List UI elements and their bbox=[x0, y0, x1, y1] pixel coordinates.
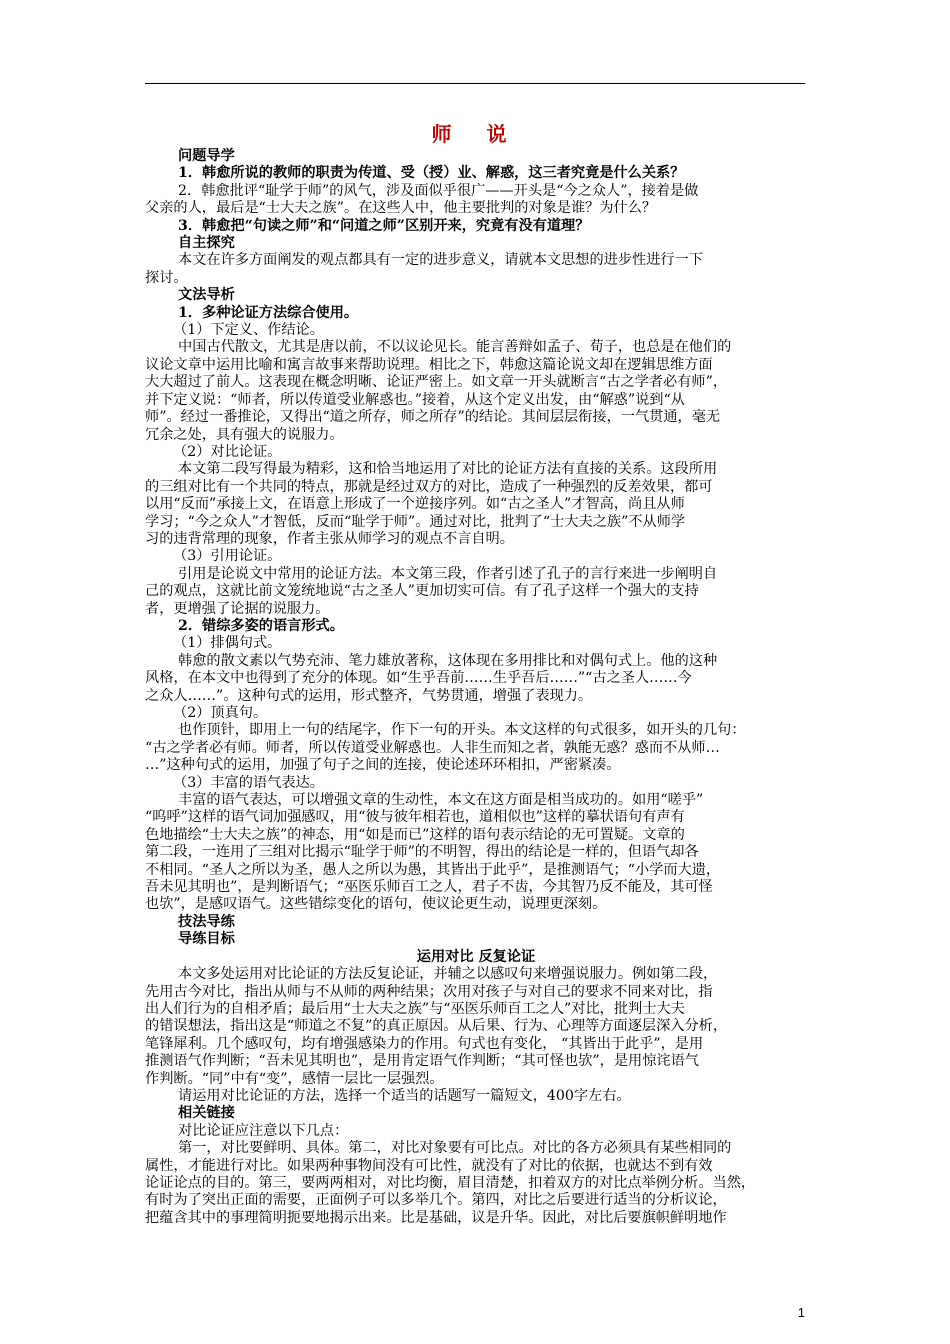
text-line: 也作顶针，即用上一句的结尾字，作下一句的开头。本文这样的句式很多，如开头的几句： bbox=[178, 722, 746, 739]
text-line: “古之学者必有师。师者，所以传道受业解惑也。人非生而知之者，孰能无惑？惑而不从师… bbox=[145, 739, 720, 756]
text-line: 出人们行为的自相矛盾；最后用“士大夫之族”与“巫医乐师百工之人”对比，批判士大夫 bbox=[145, 1000, 685, 1017]
text-line: 之众人……”。这种句式的运用，形式整齐，气势贯通，增强了表现力。 bbox=[145, 687, 593, 704]
header-rule bbox=[145, 83, 805, 84]
text-line: 探讨。 bbox=[145, 269, 188, 286]
text-line: 己的观点，这就比前文笼统地说“古之圣人”更加切实可信。有了孔子这样一个强大的支持 bbox=[145, 583, 699, 600]
text-line: 第二段，一连用了三组对比揭示“耻学于师”的不明智，得出的结论是一样的，但语气却各 bbox=[145, 844, 699, 861]
text-line: 作判断。“同”中有“变”，感情一层比一层强烈。 bbox=[145, 1070, 444, 1087]
text-line: 不相同。“圣人之所以为圣，愚人之所以为愚，其皆出于此乎”，是推测语气；“小学而大遗， bbox=[145, 861, 721, 878]
text-line: （3）引用论证。 bbox=[173, 548, 282, 565]
text-line: 的错误想法，指出这是“师道之不复”的真正原因。从后果、行为、心理等方面逐层深入分析， bbox=[145, 1018, 728, 1035]
text-line: 1．多种论证方法综合使用。 bbox=[178, 304, 359, 321]
text-line: 把蕴含其中的事理简明扼要地揭示出来。比是基础，议是升华。因此，对比后要旗帜鲜明地作 bbox=[145, 1209, 727, 1226]
text-line: 议论文章中运用比喻和寓言故事来帮助说理。相比之下，韩愈这篇论说文却在逻辑思维方面 bbox=[145, 356, 713, 373]
text-line: 2．错综多姿的语言形式。 bbox=[178, 617, 344, 634]
text-line: 第一，对比要鲜明、具体。第二，对比对象要有可比点。对比的各方必须具有某些相同的 bbox=[178, 1140, 732, 1157]
text-line: 运用对比 反复论证 bbox=[416, 948, 536, 965]
text-line: 有时为了突出正面的需要，正面例子可以多举几个。第四，对比之后要进行适当的分析议论， bbox=[145, 1192, 727, 1209]
document-body bbox=[145, 120, 807, 1227]
page-title: 师 说 bbox=[431, 122, 521, 146]
text-line: 中国古代散文，尤其是唐以前，不以议论见长。能言善辩如孟子、荀子，也总是在他们的 bbox=[178, 339, 732, 356]
text-line: 2．韩愈批评“耻学于师”的风气，涉及面似乎很广——开头是“今之众人”，接着是做 bbox=[178, 182, 699, 199]
page-number: 1 bbox=[797, 1305, 805, 1320]
text-line: 文法导析 bbox=[178, 287, 235, 304]
text-line: 先用古今对比，指出从师与不从师的两种结果；次用对孩子与对自己的要求不同来对比，指 bbox=[145, 983, 713, 1000]
text-line: 冗余之处，具有强大的说服力。 bbox=[145, 426, 344, 443]
text-line: 并下定义说：“师者，所以传道受业解惑也。”接着，从这个定义出发，由“解惑”说到“从 bbox=[145, 391, 685, 408]
text-line: 本文多处运用对比论证的方法反复论证，并辅之以感叹句来增强说服力。例如第二段， bbox=[178, 966, 718, 983]
text-line: 推测语气作判断；“吾未见其明也”，是用肯定语气作判断；“其可怪也欤”，是用惊诧语气 bbox=[145, 1053, 699, 1070]
text-line: （3）丰富的语气表达。 bbox=[173, 774, 324, 791]
text-line: 吾未见其明也”，是判断语气；“巫医乐师百工之人，君子不齿，今其智乃反不能及，其可怪 bbox=[145, 879, 713, 896]
text-line: 也欤”，是感叹语气。这些错综变化的语句，使议论更生动，说理更深刻。 bbox=[145, 896, 607, 913]
text-line: 笔锋犀利。几个感叹句，均有增强感染力的作用。句式也有变化， “其皆出于此乎”，是用 bbox=[145, 1035, 704, 1052]
text-line: 丰富的语气表达，可以增强文章的生动性，本文在这方面是相当成功的。如用“嗟乎” bbox=[178, 792, 704, 809]
text-line: 者，更增强了论据的说服力。 bbox=[145, 600, 330, 617]
text-line: 3．韩愈把“句读之师”和“问道之师”区别开来，究竟有没有道理？ bbox=[178, 217, 590, 234]
text-line: 论证论点的目的。第三，要两两相对，对比均衡，眉目清楚，扣着双方的对比点举例分析。当然， bbox=[145, 1174, 756, 1191]
text-line: 学习；“今之众人”才智低，反而“耻学于师”。通过对比，批判了“士大夫之族”不从师学 bbox=[145, 513, 686, 530]
text-line: 色地描绘“士大夫之族”的神态，用“如是而已”这样的语句表示结论的无可置疑。文章的 bbox=[145, 826, 685, 843]
text-line: 习的违背常理的现象，作者主张从师学习的观点不言自明。 bbox=[145, 530, 514, 547]
text-line: 自主探究 bbox=[178, 235, 235, 252]
text-line: …”这种句式的运用，加强了句子之间的连接，使论述环环相扣，严密紧凑。 bbox=[145, 757, 621, 774]
text-line: （1）排偶句式。 bbox=[173, 635, 282, 652]
text-line: 本文在许多方面阐发的观点都具有一定的进步意义，请就本文思想的进步性进行一下 bbox=[178, 252, 703, 269]
text-line: 1．韩愈所说的教师的职责为传道、受（授）业、解惑，这三者究竟是什么关系？ bbox=[178, 165, 685, 182]
text-line: （2）对比论证。 bbox=[173, 443, 282, 460]
text-line: 导练目标 bbox=[178, 931, 235, 948]
text-line: 对比论证应注意以下几点： bbox=[178, 1122, 349, 1139]
text-line: 问题导学 bbox=[178, 148, 235, 164]
text-line: 以用“反而”承接上文，在语意上形成了一个逆接序列。如“古之圣人”才智高，尚且从师 bbox=[145, 496, 685, 513]
text-line: （1）下定义、作结论。 bbox=[173, 322, 324, 339]
text-line: 请运用对比论证的方法，选择一个适当的话题写一篇短文，400字左右。 bbox=[178, 1087, 631, 1104]
text-line: 父亲的人，最后是“士大夫之族”。在这些人中，他主要批判的对象是谁？为什么？ bbox=[145, 200, 657, 217]
text-line: 属性，才能进行对比。如果两种事物间没有可比性，就没有了对比的依据，也就达不到有效 bbox=[145, 1157, 713, 1174]
text-lines bbox=[145, 148, 807, 1227]
text-line: 技法导练 bbox=[178, 913, 235, 930]
text-line: 本文第二段写得最为精彩，这和恰当地运用了对比的论证方法有直接的关系。这段所用 bbox=[178, 461, 718, 478]
text-line: 的三组对比有一个共同的特点，那就是经过双方的对比，造成了一种强烈的反差效果，都可 bbox=[145, 478, 713, 495]
text-line: 风格，在本文中也得到了充分的体现。如“生乎吾前……生乎吾后……”“古之圣人……今 bbox=[145, 670, 692, 687]
text-line: 大大超过了前人。这表现在概念明晰、论证严密上。如文章一开头就断言“古之学者必有师”， bbox=[145, 374, 728, 391]
text-line: 相关链接 bbox=[178, 1105, 235, 1122]
text-line: 师”。经过一番推论，又得出“道之所存，师之所存”的结论。其间层层衔接，一气贯通，毫无 bbox=[145, 409, 721, 426]
text-line: 韩愈的散文素以气势充沛、笔力雄放著称，这体现在多用排比和对偶句式上。他的这种 bbox=[178, 652, 718, 669]
text-line: （2）顶真句。 bbox=[173, 705, 268, 721]
text-line: “呜呼”这样的语气词加强感叹，用“彼与彼年相若也，道相似也”这样的摹状语句有声有 bbox=[145, 809, 685, 826]
text-line: 引用是论说文中常用的论证方法。本文第三段，作者引述了孔子的言行来进一步阐明自 bbox=[178, 565, 718, 582]
